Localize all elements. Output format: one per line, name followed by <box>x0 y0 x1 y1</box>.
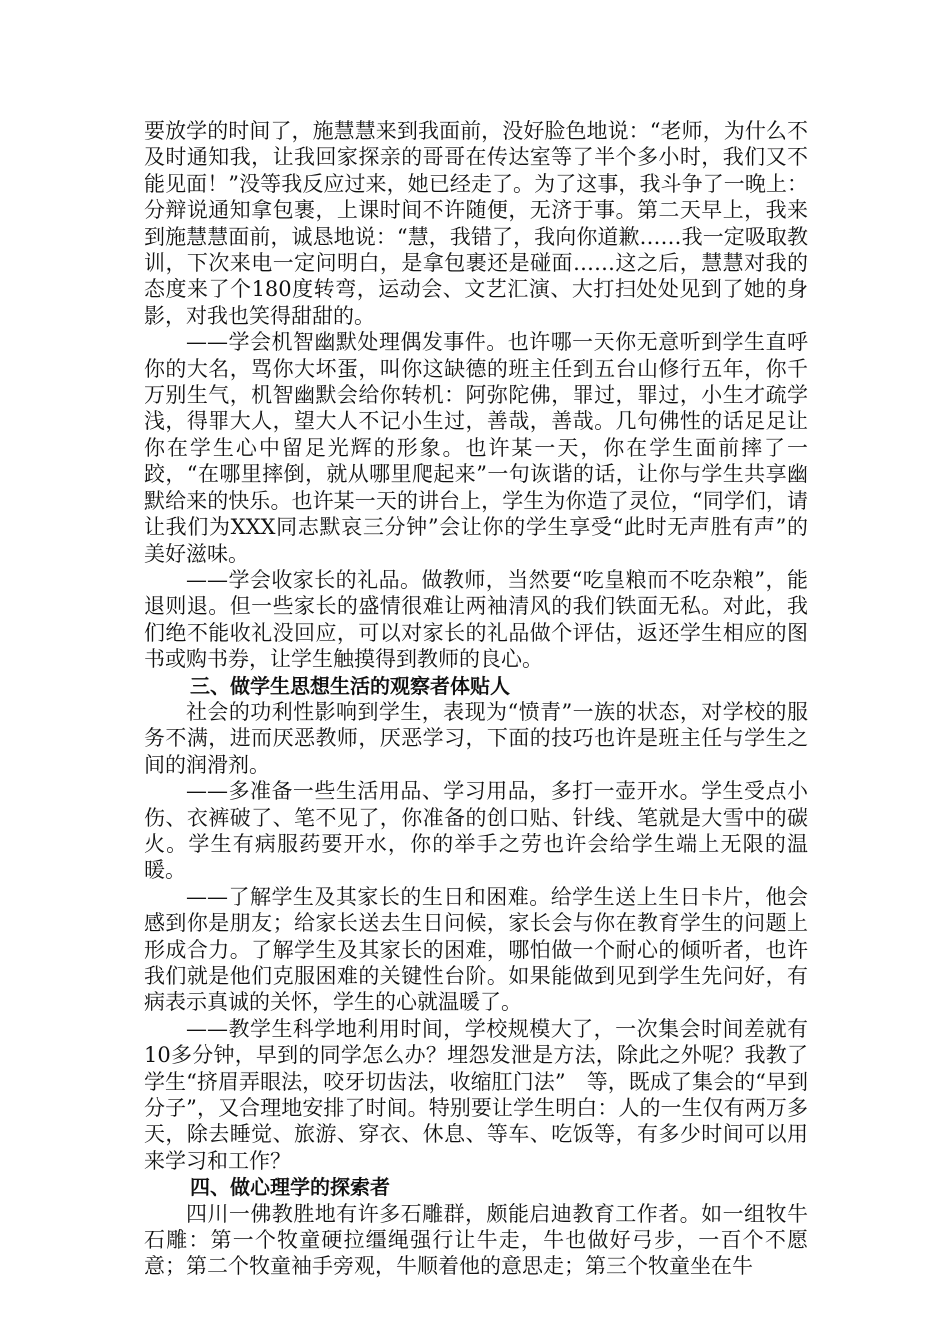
paragraph-birthdays-and-difficulties: ——了解学生及其家长的生日和困难。给学生送上生日卡片，他会感到你是朋友；给家长送去生日问候，家长会与你在教育学生的问题上形成合力。了解学生及其家长的困难，哪怕做一个耐心的倾听者，也许我们就是他们克服困难的关键性台阶。如果能做到见到学生先问好，有病表示真诚的关怀，学生的心就温暖了。 <box>144 884 808 1015</box>
paragraph-shi-huihui-story: 要放学的时间了，施慧慧来到我面前，没好脸色地说：“老师，为什么不及时通知我，让我回家探亲的哥哥在传达室等了半个多小时，我们又不能见面！”没等我反应过来，她已经走了。为了这事，我斗争了一晚上：分辩说通知拿包裹，上课时间不许随便，无济于事。第二天早上，我来到施慧慧面前，诚恳地说：“慧，我错了，我向你道歉……我一定吸取教训，下次来电一定问明白，是拿包裹还是碰面……这之后，慧慧对我的态度来了个180度转弯，运动会、文艺汇演、大打扫处处见到了她的身影，对我也笑得甜甜的。 <box>144 119 808 328</box>
paragraph-humor-handling-incidents: ——学会机智幽默处理偶发事件。也许哪一天你无意听到学生直呼你的大名，骂你大坏蛋，叫你这缺德的班主任到五台山修行五年，你千万别生气，机智幽默会给你转机：阿弥陀佛，罪过，罪过，小生才疏学浅，得罪大人，望大人不记小生过，善哉，善哉。几句佛性的话足足让你在学生心中留足光辉的形象。也许某一天，你在学生面前摔了一跤，“在哪里摔倒，就从哪里爬起来”一句诙谐的话，让你与学生共享幽默给来的快乐。也许某一天的讲台上，学生为你造了灵位，“同学们，请让我们为XXX同志默哀三分钟”会让你的学生享受“此时无声胜有声”的美好滋味。 <box>144 330 808 566</box>
paragraph-supplies-and-water: ——多准备一些生活用品、学习用品，多打一壶开水。学生受点小伤、衣裤破了、笔不见了，你准备的创口贴、针线、笔就是大雪中的碳火。学生有病服药要开水，你的举手之劳也许会给学生端上无限的温暖。 <box>144 779 808 883</box>
section-heading-4: 四、做心理学的探索者 <box>190 1175 390 1200</box>
section-heading-3: 三、做学生思想生活的观察者体贴人 <box>190 673 510 698</box>
paragraph-social-utilitarianism: 社会的功利性影响到学生，表现为“愤青”一族的状态，对学校的服务不满，进而厌恶教师，厌恶学习，下面的技巧也许是班主任与学生之间的润滑剂。 <box>144 699 808 777</box>
paragraph-time-usage: ——教学生科学地利用时间，学校规模大了，一次集会时间差就有10多分钟，早到的同学怎么办？埋怨发泄是方法，除此之外呢？我教了学生“挤眉弄眼法，咬牙切齿法，收缩肛门法” 等，既成了集会的“早到分子”，又合理地安排了时间。特别要让学生明白：人的一生仅有两万多天，除去睡觉、旅游、穿衣、休息、等车、吃饭等，有多少时间可以用来学习和工作？ <box>144 1016 808 1173</box>
paragraph-parent-gifts: ——学会收家长的礼品。做教师，当然要“吃皇粮而不吃杂粮”，能退则退。但一些家长的盛情很难让两袖清风的我们铁面无私。对此，我们绝不能收礼没回应，可以对家长的礼品做个评估，返还学生相应的图书或购书券，让学生触摸得到教师的良心。 <box>144 567 808 672</box>
document-page <box>144 118 808 1280</box>
paragraph-stone-carvings: 四川一佛教胜地有许多石雕群，颇能启迪教育工作者。如一组牧牛石雕：第一个牧童硬拉缰绳强行让牛走，牛也做好弓步，一百个不愿意；第二个牧童袖手旁观，牛顺着他的意思走；第三个牧童坐在牛 <box>144 1201 808 1279</box>
